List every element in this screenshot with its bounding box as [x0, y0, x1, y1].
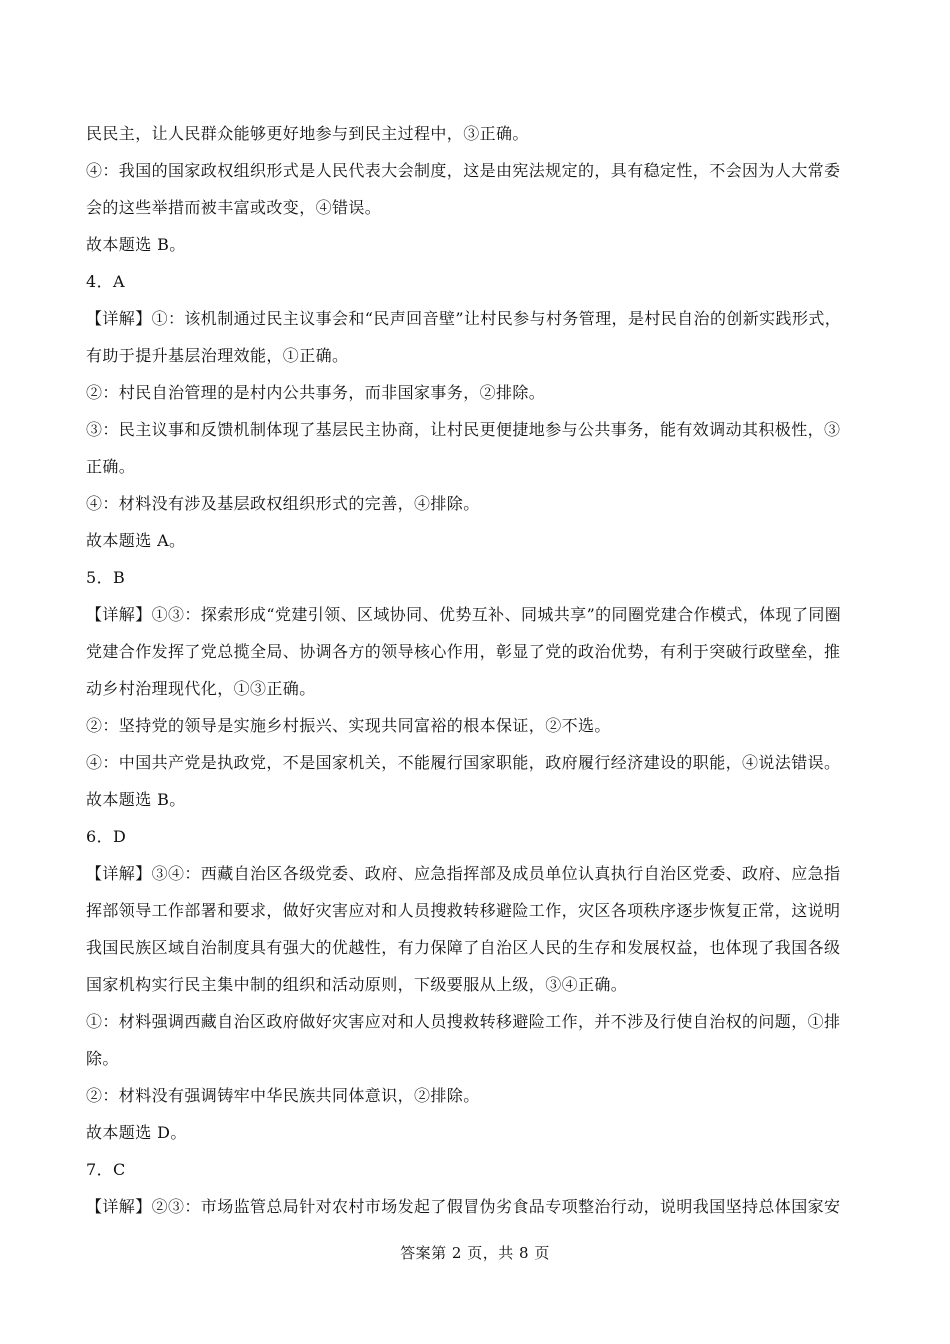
text-line: 民民主，让人民群众能够更好地参与到民主过程中，③正确。	[86, 124, 529, 143]
page-footer: 答案第 2 页，共 8 页	[400, 1244, 550, 1262]
question-number: 6．D	[86, 827, 127, 846]
text-line: 动乡村治理现代化，①③正确。	[86, 679, 316, 698]
text-line: 故本题选 D。	[86, 1123, 187, 1142]
text-line: ①：材料强调西藏自治区政府做好灾害应对和人员搜救转移避险工作，并不涉及行使自治权的问题，①排	[86, 1012, 841, 1031]
text-line: ④：我国的国家政权组织形式是人民代表大会制度，这是由宪法规定的，具有稳定性，不会因为人大常委	[86, 161, 841, 180]
text-line: 故本题选 B。	[86, 235, 186, 254]
text-line: 除。	[86, 1049, 119, 1068]
answer-text	[86, 115, 866, 1225]
text-line: ②：坚持党的领导是实施乡村振兴、实现共同富裕的根本保证，②不选。	[86, 716, 611, 735]
question-number: 5．B	[86, 568, 126, 587]
text-line: 国家机构实行民主集中制的组织和活动原则，下级要服从上级，③④正确。	[86, 975, 628, 994]
question-number: 7．C	[86, 1160, 126, 1179]
text-line: 【详解】①③：探索形成“党建引领、区域协同、优势互补、同城共享”的同圈党建合作模式，体现了同圈	[86, 605, 842, 624]
text-line: 【详解】①：该机制通过民主议事会和“民声回音壁”让村民参与村务管理，是村民自治的创新实践形式，	[86, 309, 842, 328]
text-line: ②：材料没有强调铸牢中华民族共同体意识，②排除。	[86, 1086, 480, 1105]
text-line: ③：民主议事和反馈机制体现了基层民主协商，让村民更便捷地参与公共事务，能有效调动其积极性，③	[86, 420, 841, 439]
text-line: 正确。	[86, 457, 136, 476]
text-line: 挥部领导工作部署和要求，做好灾害应对和人员搜救转移避险工作，灾区各项秩序逐步恢复正常，这说明	[86, 901, 841, 920]
text-line: 有助于提升基层治理效能，①正确。	[86, 346, 349, 365]
text-line: 【详解】②③：市场监管总局针对农村市场发起了假冒伪劣食品专项整治行动，说明我国坚持总体国家安	[86, 1197, 841, 1216]
text-line: 故本题选 B。	[86, 790, 186, 809]
text-line: 党建合作发挥了党总揽全局、协调各方的领导核心作用，彰显了党的政治优势，有利于突破行政壁垒，推	[86, 642, 841, 661]
question-number: 4．A	[86, 272, 125, 291]
text-line: 会的这些举措而被丰富或改变，④错误。	[86, 198, 382, 217]
text-line: ④：材料没有涉及基层政权组织形式的完善，④排除。	[86, 494, 480, 513]
text-line: ④：中国共产党是执政党，不是国家机关，不能履行国家职能，政府履行经济建设的职能，④说法错误。	[86, 753, 841, 772]
text-line: 我国民族区域自治制度具有强大的优越性，有力保障了自治区人民的生存和发展权益，也体现了我国各级	[86, 938, 841, 957]
text-line: 故本题选 A。	[86, 531, 186, 550]
text-line: 【详解】③④：西藏自治区各级党委、政府、应急指挥部及成员单位认真执行自治区党委、政府、应急指	[86, 864, 841, 883]
text-line: ②：村民自治管理的是村内公共事务，而非国家事务，②排除。	[86, 383, 546, 402]
